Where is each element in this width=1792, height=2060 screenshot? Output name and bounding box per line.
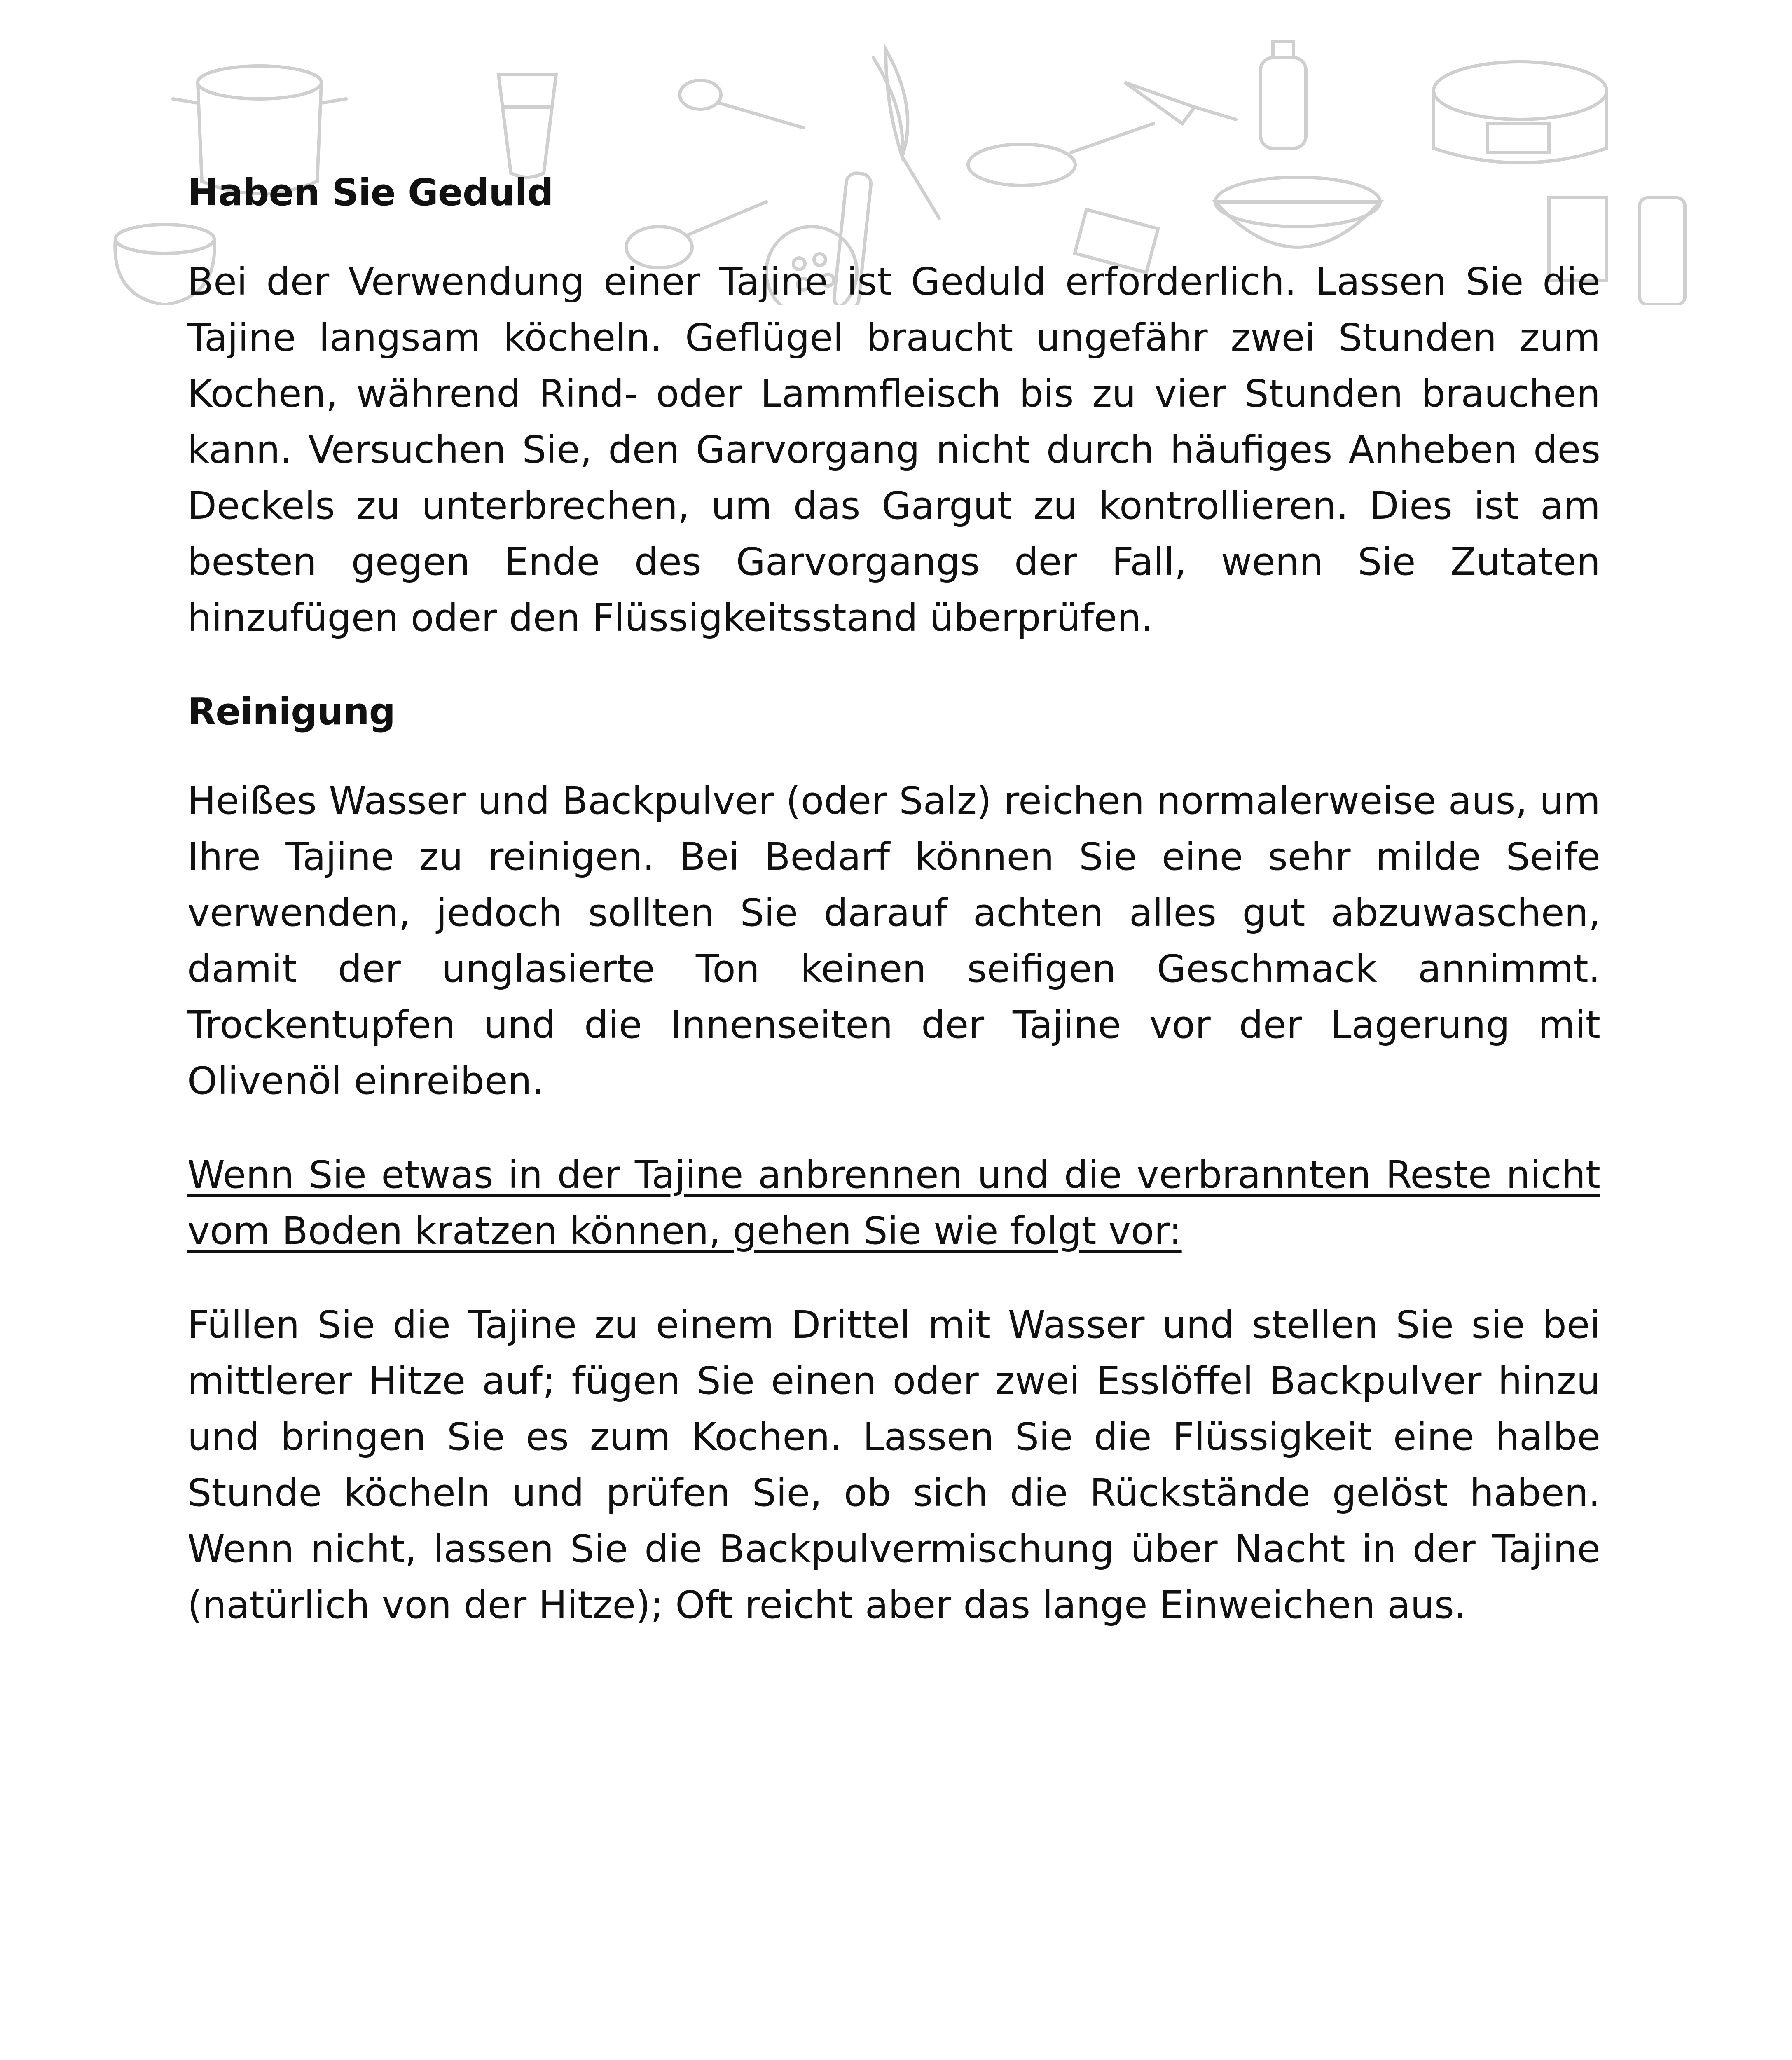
cake-tin-icon [1434,62,1607,163]
section-heading-cleaning: Reinigung [187,690,395,733]
bottle-icon [1261,41,1306,148]
grater-icon [1640,198,1685,305]
burnt-residue-note: Wenn Sie etwas in der Tajine anbrennen und die verbrannten Reste nicht vom Boden kratzen können, gehen Sie wie folgt vor: [187,1153,1600,1253]
spoon-icon [680,80,803,128]
paragraph-cleaning: Heißes Wasser und Backpulver (oder Salz) reichen normalerweise aus, um Ihre Tajine zu reinigen. Bei Bedarf können Sie eine sehr milde Seife verwenden, jedoch sollten Sie darauf achten alles gut abzuwaschen, damit der unglasierte Ton keinen seifigen Geschmack annimmt. Trockentupfen und die Innenseiten der Tajine vor der Lagerung mit Olivenöl einreiben. [187,779,1600,1103]
paragraph-burnt-residue: Füllen Sie die Tajine zu einem Drittel mit Wasser und stellen Sie sie bei mittlerer Hitze auf; fügen Sie einen oder zwei Esslöffel Backpulver hinzu und bringen Sie es zum Kochen. Lassen Sie die Flüssigkeit eine halbe Stunde köcheln und prüfen Sie, ob sich die Rückstände gelöst haben. Wenn nicht, lassen Sie die Backpulvermischung über Nacht in der Tajine (natürlich von der Hitze); Oft reicht aber das lange Einweichen aus. [187,1303,1600,1627]
glass-icon [498,74,556,177]
section-heading-patience: Haben Sie Geduld [187,171,553,214]
page-content [187,165,1600,1671]
knife-icon [1125,82,1236,124]
paragraph-patience: Bei der Verwendung einer Tajine ist Geduld erforderlich. Lassen Sie die Tajine langsam köcheln. Geflügel braucht ungefähr zwei Stunden zum Kochen, während Rind- oder Lammfleisch bis zu vier Stunden brauchen kann. Versuchen Sie, den Garvorgang nicht durch häufiges Anheben des Deckels zu unterbrechen, um das Gargut zu kontrollieren. Dies ist am besten gegen Ende des Garvorgangs der Fall, wenn Sie Zutaten hinzufügen oder den Flüssigkeitsstand überprüfen. [187,260,1600,640]
